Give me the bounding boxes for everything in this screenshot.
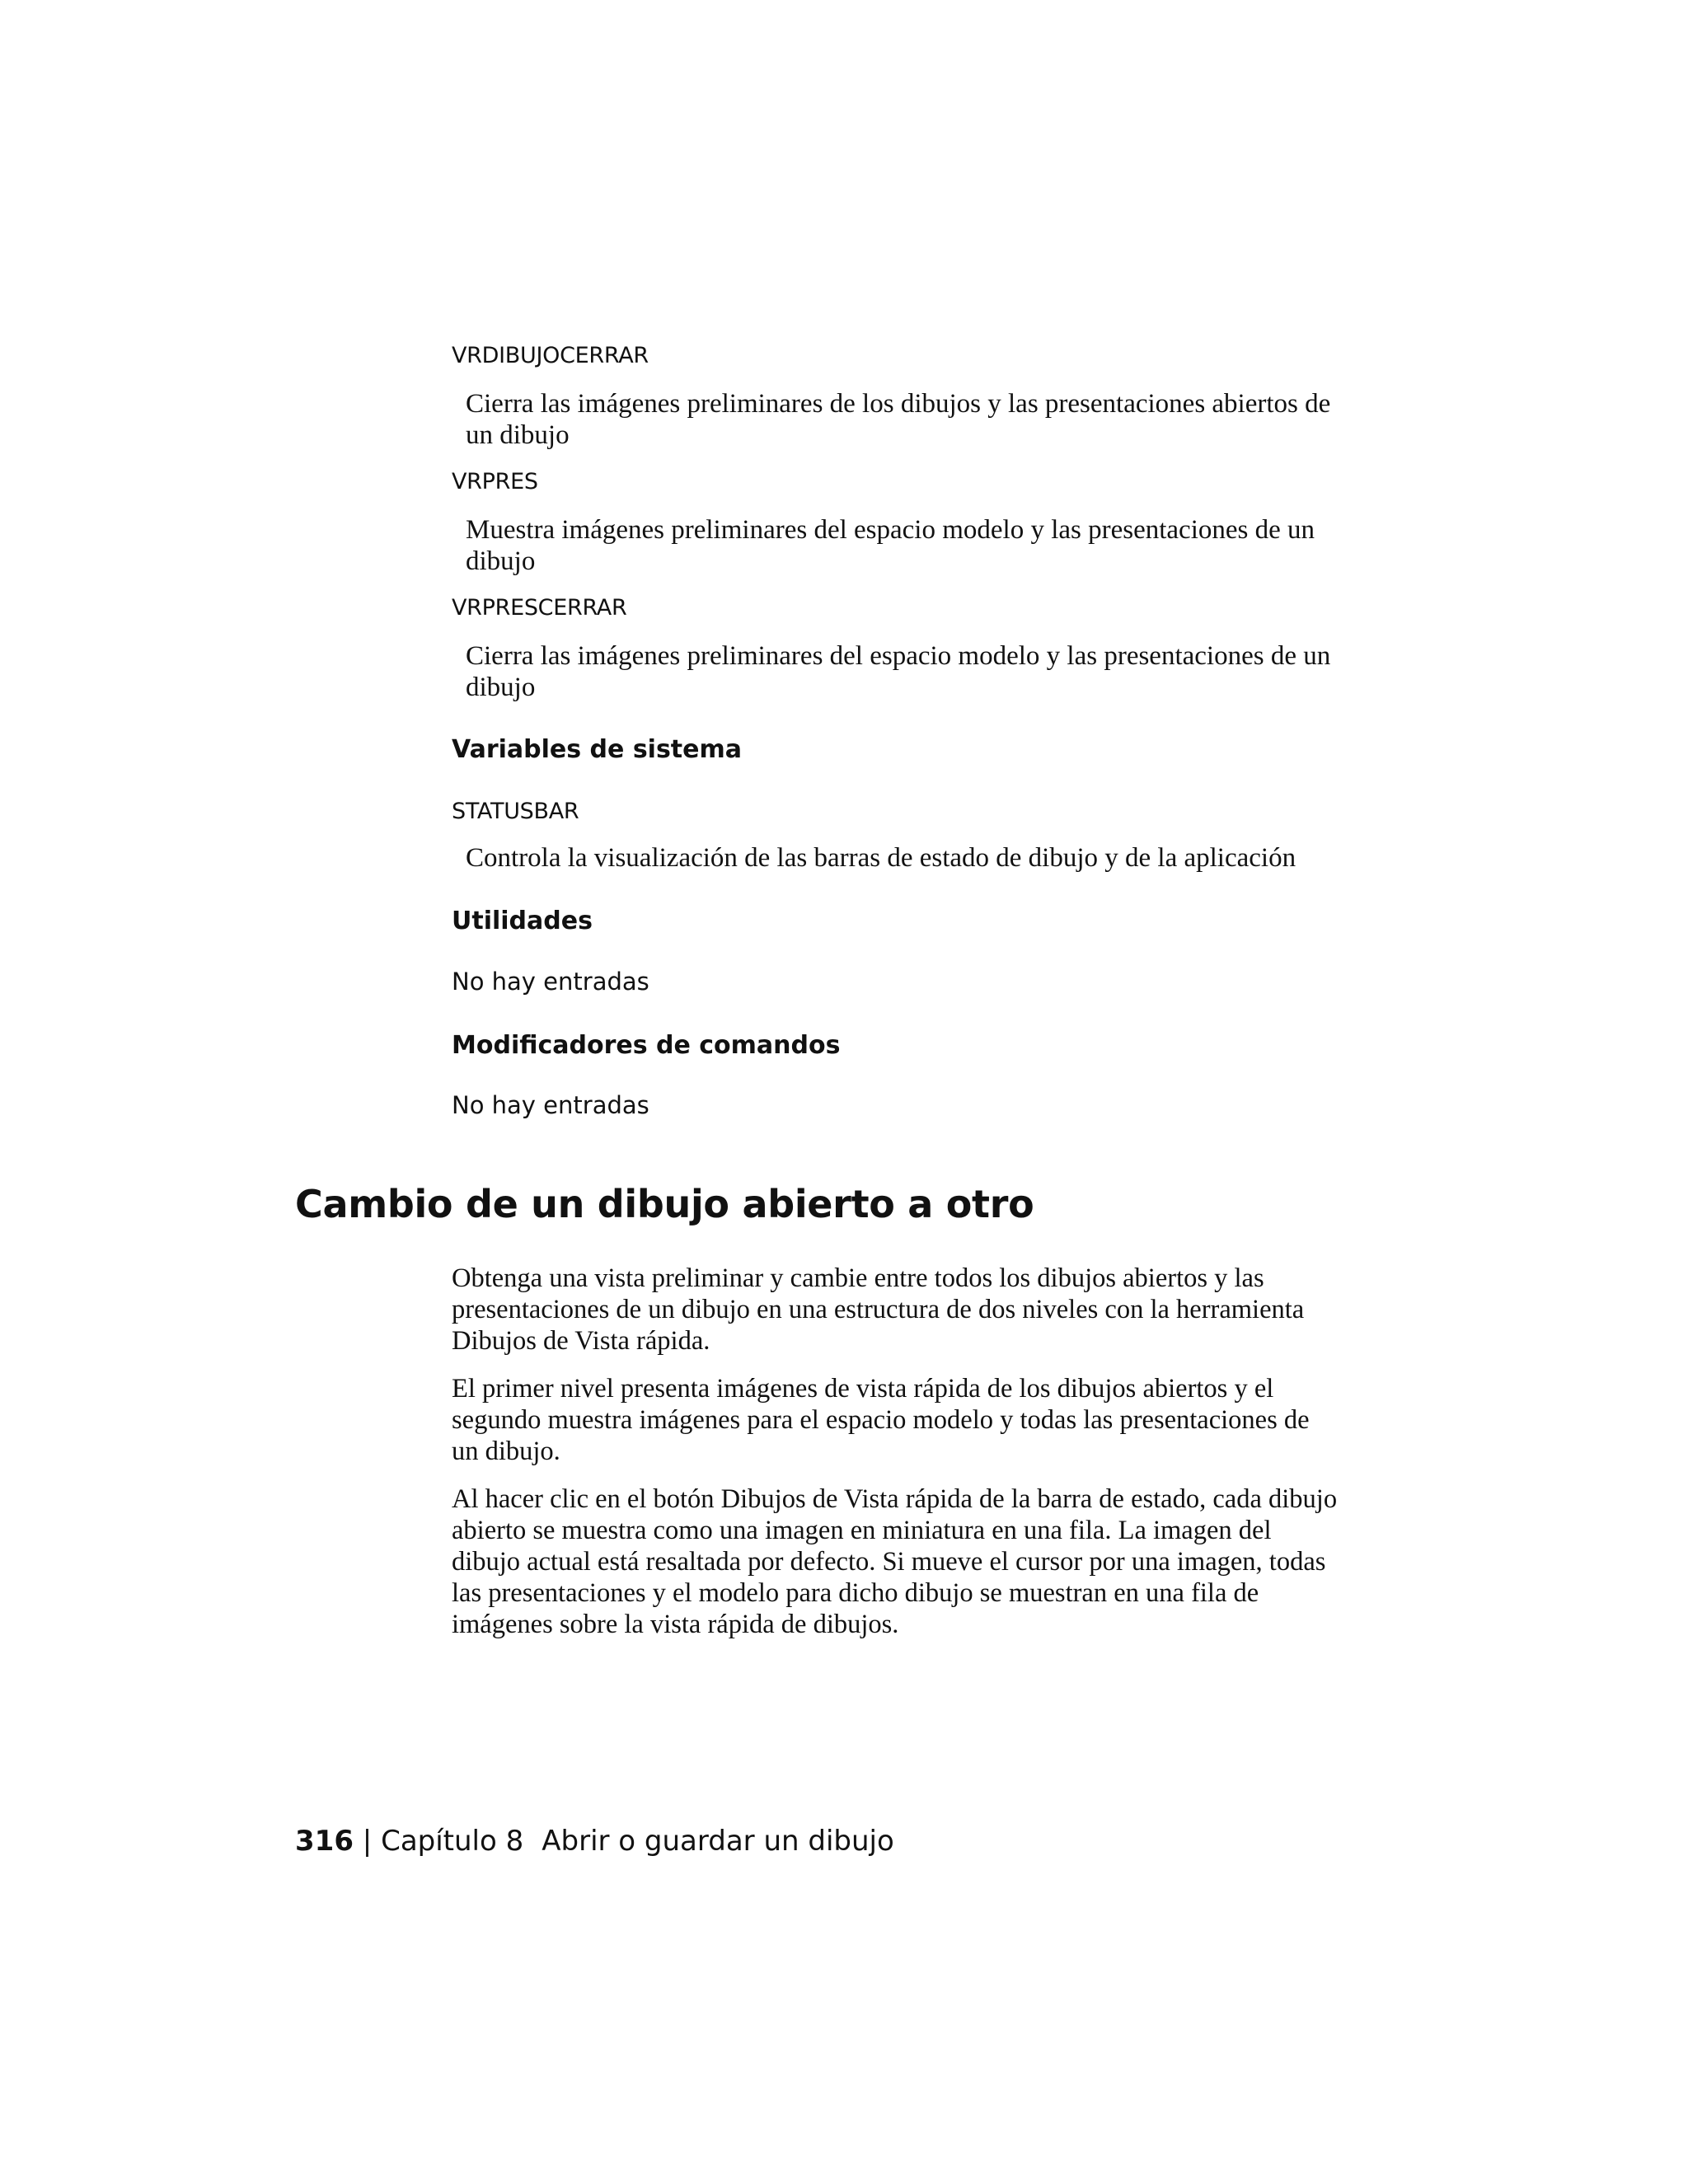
command-modifiers-heading: Modificadores de comandos <box>452 1031 841 1060</box>
command-description: Muestra imágenes preliminares del espacio modelo y las presentaciones de un dibujo <box>466 515 1315 576</box>
command-description: Cierra las imágenes preliminares del espacio modelo y las presentaciones de un dibujo <box>466 641 1331 702</box>
command-description: Cierra las imágenes preliminares de los dibujos y las presentaciones abiertos de un dibujo <box>466 389 1331 450</box>
utilities-text: No hay entradas <box>452 968 649 996</box>
page-footer <box>295 1823 894 1859</box>
command-modifiers-text: No hay entradas <box>452 1091 649 1119</box>
section-title: Cambio de un dibujo abierto a otro <box>295 1182 1034 1226</box>
command-name: VRDIBUJOCERRAR <box>452 343 649 368</box>
chapter-title: Abrir o guardar un dibujo <box>542 1825 894 1858</box>
body-paragraph: Obtenga una vista preliminar y cambie entre todos los dibujos abiertos y las presentaciones de un dibujo en una estructura de dos niveles con la herramienta Dibujos de Vista rápida. <box>452 1263 1305 1356</box>
command-name: VRPRES <box>452 469 538 494</box>
command-name: VRPRESCERRAR <box>452 595 627 621</box>
variable-name: STATUSBAR <box>452 799 579 824</box>
body-paragraph: Al hacer clic en el botón Dibujos de Vista rápida de la barra de estado, cada dibujo abierto se muestra como una imagen en miniatura en una fila. La imagen del dibujo actual está resaltada por defecto. Si mueve el cursor por una imagen, todas las presentaciones y el modelo para dicho dibujo se muestran en una fila de imágenes sobre la vista rápida de dibujos. <box>452 1484 1338 1639</box>
chapter-label: Capítulo 8 <box>381 1825 524 1858</box>
utilities-heading: Utilidades <box>452 907 593 935</box>
body-paragraph: El primer nivel presenta imágenes de vista rápida de los dibujos abiertos y el segundo muestra imágenes para el espacio modelo y todas las presentaciones de un dibujo. <box>452 1374 1310 1466</box>
variable-description: Controla la visualización de las barras de estado de dibujo y de la aplicación <box>466 843 1296 873</box>
footer-separator: | <box>362 1825 373 1858</box>
page-number: 316 <box>295 1825 354 1858</box>
system-variables-heading: Variables de sistema <box>452 735 743 764</box>
